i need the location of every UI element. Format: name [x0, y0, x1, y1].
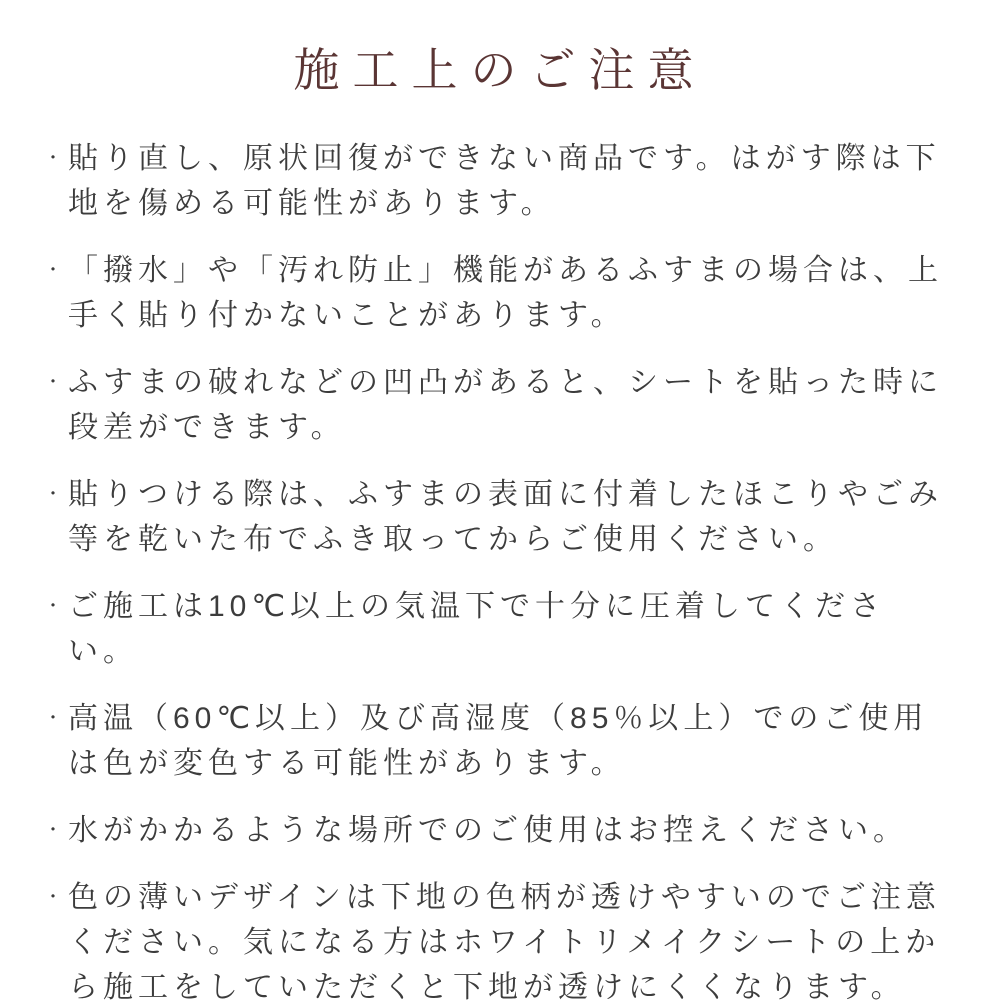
- bullet-dot-icon: ・: [44, 371, 62, 392]
- bullet-dot-icon: ・: [44, 147, 62, 168]
- bullet-dot-icon: ・: [44, 819, 62, 840]
- notice-item: [44, 360, 948, 450]
- notice-text: 水がかかるような場所でのご使用はお控えください。: [68, 813, 908, 847]
- notice-text: 貼りつける際は、ふすまの表面に付着したほこりやごみ等を乾いた布でふき取ってからご使用ください。: [68, 477, 943, 556]
- notice-text: 貼り直し、原状回復ができない商品です。はがす際は下地を傷める可能性があります。: [68, 141, 941, 220]
- notice-text: ふすまの破れなどの凹凸があると、シートを貼った時に段差ができます。: [68, 365, 943, 444]
- notice-item: [44, 696, 948, 786]
- notice-item: [44, 808, 948, 853]
- notice-text: 高温（60℃以上）及び高湿度（85％以上）でのご使用は色が変色する可能性があります。: [68, 701, 929, 780]
- bullet-dot-icon: ・: [44, 886, 62, 907]
- bullet-dot-icon: ・: [44, 707, 62, 728]
- notice-list: [0, 136, 1000, 1000]
- bullet-dot-icon: ・: [44, 259, 62, 280]
- notice-item: [44, 472, 948, 562]
- bullet-dot-icon: ・: [44, 595, 62, 616]
- notice-item: [44, 248, 948, 338]
- notice-item: [44, 136, 948, 226]
- notice-text: 「撥水」や「汚れ防止」機能があるふすまの場合は、上手く貼り付かないことがあります。: [68, 253, 943, 332]
- notice-item: [44, 584, 948, 674]
- page-title: 施工上のご注意: [293, 44, 707, 96]
- notice-text: ご施工は10℃以上の気温下で十分に圧着してください。: [68, 589, 886, 668]
- notice-text: 色の薄いデザインは下地の色柄が透けやすいのでご注意ください。気になる方はホワイトリメイクシートの上から施工をしていただくと下地が透けにくくなります。: [68, 880, 941, 1000]
- notice-item: [44, 875, 948, 1000]
- bullet-dot-icon: ・: [44, 483, 62, 504]
